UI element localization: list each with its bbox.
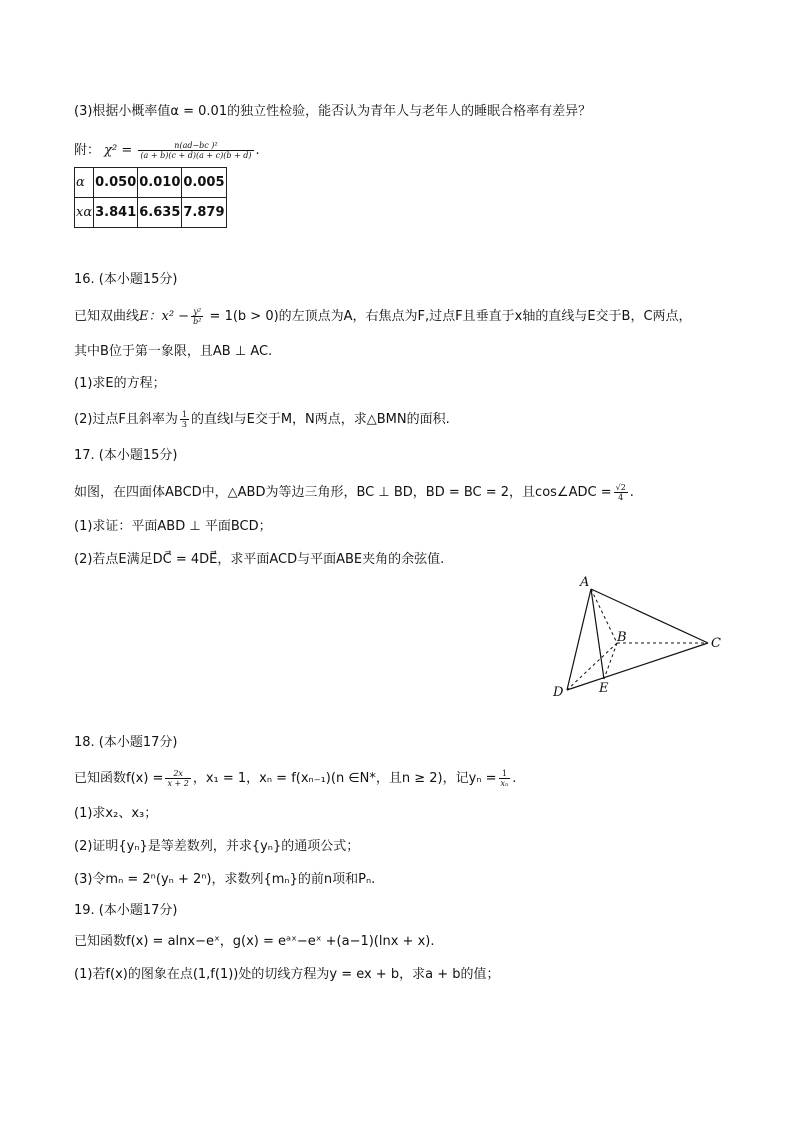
table-cell: xα [75, 198, 94, 228]
q16-slope-bot: 3 [181, 420, 187, 429]
q16-stem-a2: E：x² − [139, 309, 190, 324]
q19-stem: 已知函数f(x) = alnx−eˣ，g(x) = eᵃˣ−eˣ +(a−1)(lnx + x). [74, 934, 435, 949]
q16-stem-line1 [74, 307, 692, 326]
q16-fraction [191, 307, 203, 326]
q17-cos-end: . [629, 485, 634, 500]
q18-part1: (1)求x₂、x₃； [74, 806, 158, 821]
q17-cos-bot: 4 [618, 493, 624, 502]
chi-numerator: n(ad−bc )² [138, 141, 253, 151]
q16-p2b: 的直线l与E交于M，N两点，求△BMN的面积. [191, 412, 450, 427]
q16-part1: (1)求E的方程； [74, 376, 166, 391]
q17-header: 17. (本小题15分) [74, 448, 178, 463]
q17-stem-text: 如图，在四面体ABCD中，△ABD为等边三角形，BC ⊥ BD，BD = BC = 2，且cos∠ADC = [74, 485, 612, 500]
q18-y-bot: xₙ [500, 779, 509, 788]
edge-BD [567, 643, 617, 690]
q16-slope-top: 1 [181, 410, 187, 419]
q16-stem-a1: 已知双曲线 [74, 309, 140, 324]
table-cell: 3.841 [94, 198, 138, 228]
q18-f-bot: x + 2 [167, 779, 189, 788]
chi-square-symbol: χ² = [104, 143, 133, 158]
q17-part1: (1)求证：平面ABD ⊥ 平面BCD； [74, 519, 272, 534]
tetrahedron-figure [545, 572, 735, 702]
q19-header: 19. (本小题17分) [74, 903, 178, 918]
chi-denominator: (a + b)(c + d)(a + c)(b + d) [140, 151, 252, 160]
q15-part3: (3)根据小概率值α = 0.01的独立性检验，能否认为青年人与老年人的睡眠合格率有差异？ [74, 104, 592, 119]
q16-frac-top: y² [191, 307, 203, 317]
q18-part2: (2)证明{yₙ}是等差数列，并求{yₙ}的通项公式； [74, 839, 360, 854]
table-cell: α [75, 168, 94, 198]
appendix-formula [74, 141, 260, 160]
q18-header: 18. (本小题17分) [74, 735, 178, 750]
q18-y-fraction [499, 769, 511, 788]
q16-stem-line2: 其中B位于第一象限，且AB ⊥ AC. [74, 344, 273, 359]
q16-slope-fraction [180, 410, 189, 429]
label-A: A [580, 575, 590, 590]
table-cell: 7.879 [182, 198, 226, 228]
q18-f-fraction [165, 769, 190, 788]
table-row [75, 198, 227, 228]
q17-stem [74, 483, 634, 502]
q18-stem-end: . [512, 771, 517, 786]
q17-cos-top: √2 [615, 483, 626, 492]
label-E: E [599, 681, 609, 696]
q17-cos-fraction [614, 483, 628, 502]
label-B: B [617, 630, 627, 645]
table-cell: 0.050 [94, 168, 138, 198]
q18-part3: (3)令mₙ = 2ⁿ(yₙ + 2ⁿ)，求数列{mₙ}的前n项和Pₙ. [74, 872, 376, 887]
chi-square-fraction [138, 141, 253, 160]
q18-stem-a: 已知函数f(x) = [74, 771, 164, 786]
edge-AC [591, 589, 708, 643]
appendix-end: . [255, 143, 260, 158]
q16-header: 16. (本小题15分) [74, 272, 178, 287]
critical-value-table [74, 167, 227, 228]
table-row [75, 168, 227, 198]
q18-y-top: 1 [499, 769, 511, 779]
edge-DC [567, 643, 708, 690]
q18-stem-b: ，x₁ = 1，xₙ = f(xₙ₋₁)(n ∈N*，且n ≥ 2)，记yₙ = [192, 771, 497, 786]
table-cell: 0.010 [138, 168, 182, 198]
q16-p2a: (2)过点F且斜率为 [74, 412, 178, 427]
q19-part1: (1)若f(x)的图象在点(1,f(1))处的切线方程为y = ex + b，求a + b的值； [74, 967, 500, 982]
label-C: C [711, 636, 721, 651]
q18-f-top: 2x [165, 769, 190, 779]
q17-part2: (2)若点E满足DC⃗ = 4DE⃗，求平面ACD与平面ABE夹角的余弦值. [74, 552, 445, 567]
table-cell: 0.005 [182, 168, 226, 198]
q16-frac-bot: b² [193, 317, 202, 326]
appendix-label: 附： [74, 143, 101, 158]
q16-stem-a3: = 1(b > 0)的左顶点为A，右焦点为F,过点F且垂直于x轴的直线与E交于B，C两点， [205, 309, 692, 324]
label-D: D [553, 685, 564, 700]
q16-part2 [74, 410, 450, 429]
table-cell: 6.635 [138, 198, 182, 228]
q18-stem [74, 769, 516, 788]
edge-AD [567, 589, 591, 690]
